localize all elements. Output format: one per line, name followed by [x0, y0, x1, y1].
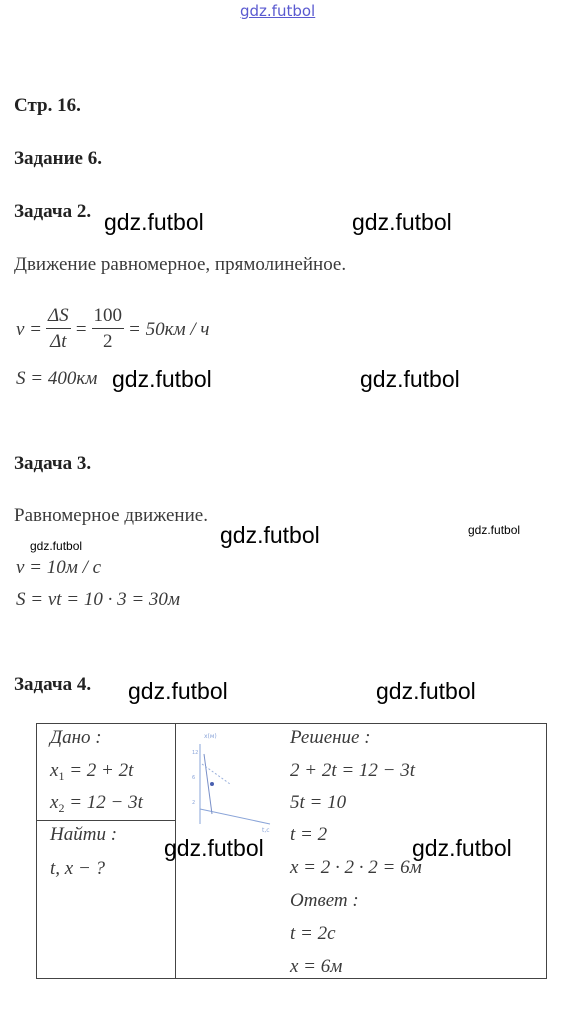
- page-reference: Стр. 16.: [14, 95, 81, 116]
- svg-text:12: 12: [192, 750, 199, 756]
- given-label: Дано :: [50, 727, 102, 748]
- task2-text: Движение равномерное, прямолинейное.: [14, 254, 347, 275]
- task2-v-lhs: v =: [16, 318, 43, 340]
- task2-dS: ΔS: [46, 304, 71, 329]
- task2-result: = 50км / ч: [128, 318, 210, 340]
- watermark: gdz.futbol: [412, 835, 512, 861]
- task2-velocity-formula: [16, 304, 209, 355]
- solution-line-3: t = 2: [290, 824, 328, 845]
- watermark: gdz.futbol: [220, 522, 320, 548]
- svg-text:t,c: t,c: [262, 827, 270, 834]
- watermark: gdz.futbol: [376, 678, 476, 704]
- solution-label: Решение :: [290, 727, 371, 748]
- given-x1: [50, 760, 133, 784]
- task2-fraction-1: [46, 304, 71, 355]
- x1-rhs: = 2 + 2t: [64, 760, 134, 781]
- svg-text:6: 6: [192, 775, 196, 781]
- task2-title: Задача 2.: [14, 201, 92, 222]
- watermark: gdz.futbol: [128, 678, 228, 704]
- task2-num: 100: [92, 304, 125, 329]
- x1-sub: 1: [58, 769, 65, 783]
- task3-title: Задача 3.: [14, 453, 92, 474]
- solution-line-4: x = 2 · 2 · 2 = 6м: [290, 857, 422, 878]
- find-value: t, x − ?: [50, 858, 106, 879]
- answer-line-1: t = 2c: [290, 923, 336, 944]
- x2-var: x: [50, 792, 59, 813]
- x2-rhs: = 12 − 3t: [64, 792, 143, 813]
- task2-distance: S = 400км: [16, 368, 98, 389]
- task3-text: Равномерное движение.: [14, 505, 208, 526]
- assignment-title: Задание 6.: [14, 148, 102, 169]
- answer-line-2: x = 6м: [290, 956, 343, 977]
- watermark: gdz.futbol: [164, 835, 264, 861]
- x2-sub: 2: [58, 801, 65, 815]
- task2-dt: Δt: [50, 331, 67, 352]
- task3-velocity: v = 10м / с: [16, 557, 102, 578]
- task2-den: 2: [103, 331, 113, 352]
- watermark: gdz.futbol: [360, 366, 460, 392]
- watermark-small: gdz.futbol: [468, 523, 521, 537]
- watermark: gdz.futbol: [352, 209, 452, 235]
- watermark: gdz.futbol: [104, 209, 204, 235]
- task3-distance: S = vt = 10 · 3 = 30м: [16, 589, 181, 610]
- watermark-small: gdz.futbol: [30, 539, 83, 553]
- table-divider-horizontal: [36, 820, 176, 821]
- given-x2: [50, 792, 143, 816]
- header-watermark[interactable]: gdz.futbol: [240, 2, 316, 20]
- watermark: gdz.futbol: [112, 366, 212, 392]
- answer-label: Ответ :: [290, 890, 359, 911]
- svg-text:x(м): x(м): [204, 733, 217, 740]
- task2-fraction-2: [92, 304, 125, 355]
- find-label: Найти :: [50, 824, 118, 845]
- solution-line-2: 5t = 10: [290, 792, 347, 813]
- x1-var: x: [50, 760, 59, 781]
- solution-line-1: 2 + 2t = 12 − 3t: [290, 760, 416, 781]
- task2-eq1: =: [74, 318, 88, 340]
- task4-title: Задача 4.: [14, 674, 92, 695]
- graph-sketch: [190, 724, 280, 834]
- svg-text:2: 2: [192, 800, 196, 806]
